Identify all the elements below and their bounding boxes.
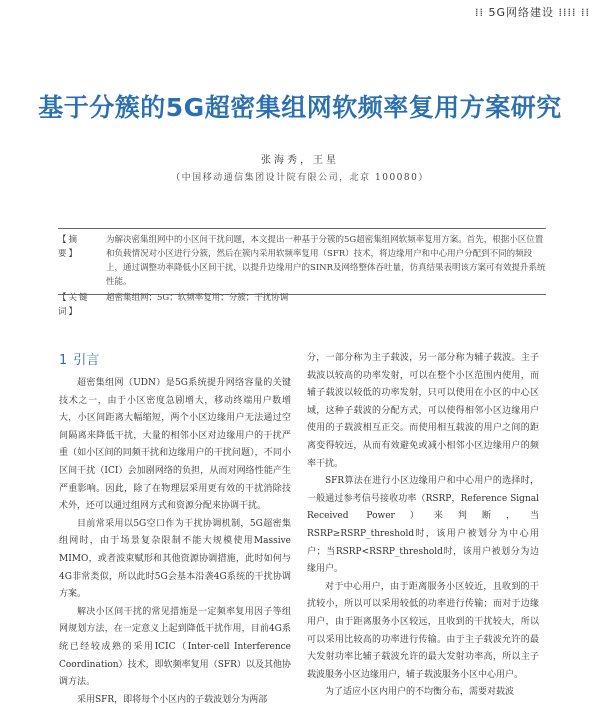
abstract-top-rule xyxy=(58,228,546,229)
paragraph: 为了适应小区内用户的不均衡分布，需要对载波 xyxy=(325,687,515,698)
paragraph: 分，一部分称为主子载波，另一部分称为辅子载波。主子载波以较高的功率发射，可以在整个小区范围内使用，而辅子载波以较低的功率发射，只可以使用在小区的中心区域，这种子载波的分配方式，可以使得相邻小区边缘用户使用的子载波相互正交。而使用相互载波的用户之间的距离变得较远，从而有效避免或减小相邻小区边缘用户的频率干扰。 xyxy=(307,353,539,469)
keywords-text: 超密集组网；5G；软频率复用；分簇；干扰协调 xyxy=(106,293,289,303)
paragraph: SFR算法在进行小区边缘用户和中心用户的选择时，一般通过参考信号接收功率（RSRP，Reference Signal Received Power）来判断，当RSRP≥RSRP_threshold时，该用户被划分为中心用户；当RSRP<RSRP_threshold时，该用户被划分为边缘用户。 xyxy=(307,476,539,575)
paragraph: 目前常采用以5G空口作为干扰协调机制，5G超密集组网时，由于场景复杂限制不能大规模使用Massive MIMO，或者波束赋形和其他资源协调措施，此时如何与4G非常类似，所以此时5G会基本沿袭4G系统的干扰协调方案。 xyxy=(59,518,291,600)
section-number: 1 xyxy=(59,353,68,368)
section-title: 引言 xyxy=(73,353,100,368)
paper-title: 基于分簇的5G超密集组网软频率复用方案研究 xyxy=(38,93,562,122)
keywords-row xyxy=(58,291,546,319)
paragraph: 超密集组网（UDN）是5G系统提升网络容量的关键技术之一，由于小区密度急剧增大，移动终端用户数增大，小区间距离大幅缩短，两个小区边缘用户无法通过空间隔离来降低干扰，大量的相邻小区对边缘用户的干扰严重（如小区间的同频干扰和边缘用户的干扰问题），不同小区间干扰（ICI）会加剧网络的负担，从而对网络性能产生严重影响。因此，除了在物理层采用更有效的干扰消除技术外，还可以通过组网方式和资源分配来协调干扰。 xyxy=(59,378,291,512)
paragraph: 采用SFR，即将每个小区内的子载波划分为两部 xyxy=(77,694,268,705)
abstract-text: 为解决密集组网中的小区间干扰问题，本文提出一种基于分簇的5G超密集组网软频率复用方案。首先，根据小区位置和负载情况对小区进行分簇，然后在簇内采用软频率复用（SFR）技术，将边缘用户和中心用户分配到不同的频段上，通过调整功率降低小区间干扰，以提升边缘用户的SINR及网络整体吞吐量，仿真结果表明该方案可有效提升系统性能。 xyxy=(106,235,546,287)
body-column-right xyxy=(307,350,539,702)
paragraph: 对于中心用户，由于距离服务小区较近，且收到的干扰较小，所以可以采用较低的功率进行传输；而对于边缘用户，由于距离服务小区较远，且收到的干扰较大，所以可以采用比较高的功率进行传输。由于主子载波允许的最大发射功率比辅子载波允许的最大发射功率高，所以主子载波服务小区边缘用户，辅子载波服务小区中心用户。 xyxy=(307,581,539,680)
paragraph: 解决小区间干扰的常见措施是一定频率复用因子等组网规划方法，在一定意义上起到降低干扰作用，目前4G系统已经较成熟的采用ICIC（Inter-cell Interference Coordination）技术，即软频率复用（SFR）以及其他协调方法。 xyxy=(59,606,291,688)
abstract-bottom-rule xyxy=(58,294,546,295)
paper-authors: 张海秀，王星 xyxy=(261,155,339,166)
abstract-row xyxy=(58,233,546,289)
abstract-label: 【摘 要】 xyxy=(58,235,90,259)
body-column-left xyxy=(59,350,291,709)
paper-affiliation: （中国移动通信集团设计院有限公司，北京 100080） xyxy=(171,173,429,183)
keywords-label: 【关键词】 xyxy=(58,293,90,317)
abstract-block xyxy=(58,233,546,319)
section-heading xyxy=(59,350,291,372)
journal-column-tag: ⁞⁞ 5G网络建设 ⁞⁞⁞⁞ ⁞⁞ xyxy=(475,6,590,19)
